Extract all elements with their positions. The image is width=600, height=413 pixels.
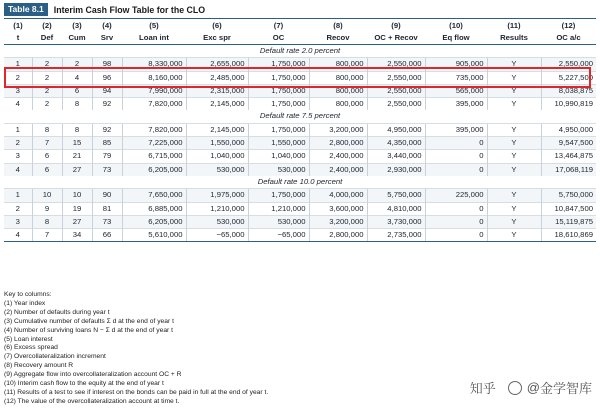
table-cell: 6,205,000 [122, 163, 186, 176]
section-row [4, 110, 596, 123]
table-title-bar [4, 3, 205, 16]
table-cell: 34 [62, 229, 92, 242]
table-cell: 79 [92, 150, 122, 163]
column-header: OC [248, 31, 309, 45]
table-cell: 2,145,000 [186, 123, 248, 136]
table-cell: 27 [62, 163, 92, 176]
table-cell: 0 [425, 150, 487, 163]
table-cell: 800,000 [309, 98, 367, 111]
column-header: OC + Recov [367, 31, 425, 45]
table-cell: 8 [62, 98, 92, 111]
table-cell: 10,990,819 [541, 98, 596, 111]
section-label: Default rate 7.5 percent [4, 110, 596, 123]
table-cell: 395,000 [425, 98, 487, 111]
table-cell: 73 [92, 215, 122, 228]
column-number: (9) [391, 21, 401, 30]
table-cell: 1,550,000 [186, 137, 248, 150]
table-cell: 2 [4, 202, 32, 215]
table-cell: 3,600,000 [309, 202, 367, 215]
table-cell: 0 [425, 202, 487, 215]
table-row [4, 98, 596, 111]
table-label: Table 8.1 [4, 3, 48, 16]
table-cell: 0 [425, 163, 487, 176]
table-cell: −65,000 [186, 229, 248, 242]
column-header: Loan int [122, 31, 186, 45]
table-cell: 800,000 [309, 84, 367, 97]
table-cell: Y [487, 150, 541, 163]
table-cell: 2,550,000 [367, 98, 425, 111]
table-cell: 2,550,000 [367, 58, 425, 71]
table-cell: 7,650,000 [122, 189, 186, 202]
table-cell: 98 [92, 58, 122, 71]
table-cell: −65,000 [248, 229, 309, 242]
table-cell: Y [487, 215, 541, 228]
table-cell: 225,000 [425, 189, 487, 202]
table-cell: Y [487, 189, 541, 202]
table-cell: 3 [4, 215, 32, 228]
table-cell: 1,550,000 [248, 137, 309, 150]
table-cell: 8 [32, 215, 62, 228]
table-cell: 1 [4, 58, 32, 71]
table-cell: 4,950,000 [367, 123, 425, 136]
table-cell: 0 [425, 215, 487, 228]
table-row [4, 163, 596, 176]
table-cell: 8 [32, 123, 62, 136]
column-header: Srv [92, 31, 122, 45]
table-cell: 8,038,875 [541, 84, 596, 97]
key-line: (7) Overcollateralization increment [4, 353, 106, 361]
table-row [4, 150, 596, 163]
table-cell: 2,655,000 [186, 58, 248, 71]
table-cell: Y [487, 84, 541, 97]
table-row [4, 137, 596, 150]
table-cell: 6 [32, 163, 62, 176]
table-cell: 9,547,500 [541, 137, 596, 150]
table-cell: Y [487, 163, 541, 176]
table-cell: 85 [92, 137, 122, 150]
table-cell: 7,225,000 [122, 137, 186, 150]
table-cell: 905,000 [425, 58, 487, 71]
column-header: Results [487, 31, 541, 45]
column-header: Def [32, 31, 62, 45]
table-cell: 10 [32, 189, 62, 202]
column-header: OC a/c [541, 31, 596, 45]
table-row [4, 229, 596, 242]
watermark-at: @ [526, 380, 540, 395]
table-cell: 13,464,875 [541, 150, 596, 163]
table-cell: 2 [32, 58, 62, 71]
table-cell: 6 [32, 150, 62, 163]
column-number: (6) [212, 21, 222, 30]
table-cell: Y [487, 71, 541, 84]
section-row [4, 176, 596, 189]
table-row [4, 202, 596, 215]
table-cell: 1,750,000 [248, 98, 309, 111]
table-cell: 1 [4, 189, 32, 202]
column-key [4, 291, 474, 407]
column-header: t [4, 31, 32, 45]
table-cell: 735,000 [425, 71, 487, 84]
section-label: Default rate 10.0 percent [4, 176, 596, 189]
table-cell: 2 [4, 137, 32, 150]
table-cell: 5,610,000 [122, 229, 186, 242]
watermark-author: 金学智库 [539, 381, 592, 396]
key-line: (11) Results of a test to see if interest on the bonds can be paid in full at the end of year t. [4, 388, 269, 396]
column-number: (1) [13, 21, 23, 30]
table-cell: 92 [92, 123, 122, 136]
key-line: (5) Loan interest [4, 335, 53, 343]
column-header: Cum [62, 31, 92, 45]
table-cell: 27 [62, 215, 92, 228]
table-cell: 395,000 [425, 123, 487, 136]
table-cell: 2,550,000 [367, 71, 425, 84]
table-row [4, 215, 596, 228]
table-cell: 2,800,000 [309, 229, 367, 242]
table-cell: 1,975,000 [186, 189, 248, 202]
column-number: (4) [102, 21, 112, 30]
table-cell: 1,750,000 [248, 189, 309, 202]
key-line: (3) Cumulative number of defaults Σ d at the end of year t [4, 317, 174, 325]
table-cell: 5,227,500 [541, 71, 596, 84]
table-title: Interim Cash Flow Table for the CLO [53, 4, 206, 15]
table-cell: 565,000 [425, 84, 487, 97]
table-cell: 2 [4, 71, 32, 84]
table-cell: Y [487, 58, 541, 71]
column-number: (7) [273, 21, 284, 30]
table-cell: 2,485,000 [186, 71, 248, 84]
table-cell: 7,820,000 [122, 98, 186, 111]
table-cell: 6,885,000 [122, 202, 186, 215]
table-cell: 7 [32, 229, 62, 242]
table-cell: 18,610,869 [541, 229, 596, 242]
table-cell: 1,750,000 [248, 58, 309, 71]
table-cell: 81 [92, 202, 122, 215]
table-cell: 96 [92, 71, 122, 84]
column-label-row [4, 31, 596, 45]
table-cell: 4,000,000 [309, 189, 367, 202]
section-row [4, 45, 596, 58]
key-line: (10) Interim cash flow to the equity at the end of year t [4, 380, 164, 388]
column-header: Eq flow [425, 31, 487, 45]
table-cell: 3 [4, 150, 32, 163]
table-cell: 15 [62, 137, 92, 150]
table-cell: 94 [92, 84, 122, 97]
key-lines [4, 300, 474, 407]
table-cell: 7,820,000 [122, 123, 186, 136]
table-cell: Y [487, 202, 541, 215]
table-cell: 530,000 [186, 215, 248, 228]
column-number: (11) [507, 21, 521, 30]
highlight-box [4, 67, 591, 88]
table-cell: 2 [32, 98, 62, 111]
table-cell: 6,205,000 [122, 215, 186, 228]
table-cell: 9 [32, 202, 62, 215]
table-cell: 4,350,000 [367, 137, 425, 150]
table-cell: 530,000 [186, 163, 248, 176]
key-line: (2) Number of defaults during year t [4, 308, 110, 316]
table-cell: 1 [4, 123, 32, 136]
table-cell: 2,550,000 [367, 84, 425, 97]
column-number: (12) [561, 21, 576, 30]
table-cell: 1,040,000 [248, 150, 309, 163]
table-cell: 2,735,000 [367, 229, 425, 242]
table-cell: 530,000 [248, 163, 309, 176]
table-cell: 2,400,000 [309, 150, 367, 163]
key-line: (6) Excess spread [4, 344, 58, 352]
column-number: (2) [42, 21, 52, 30]
table-body [4, 20, 596, 242]
table-cell: Y [487, 137, 541, 150]
table-cell: 8,330,000 [122, 58, 186, 71]
table-cell: 4 [4, 229, 32, 242]
key-line: (8) Recovery amount R [4, 362, 74, 370]
table-cell: 3,200,000 [309, 123, 367, 136]
table-cell: 0 [425, 229, 487, 242]
table-cell: 4 [62, 71, 92, 84]
table-row [4, 189, 596, 202]
column-number-row [4, 20, 596, 31]
table-cell: 90 [92, 189, 122, 202]
section-label: Default rate 2.0 percent [4, 45, 596, 58]
table-cell: 1,750,000 [248, 84, 309, 97]
table-cell: Y [487, 98, 541, 111]
column-header: Exc spr [186, 31, 248, 45]
table-cell: 5,750,000 [367, 189, 425, 202]
table-cell: 4 [4, 163, 32, 176]
key-line: (1) Year index [4, 299, 46, 307]
table-cell: 2,315,000 [186, 84, 248, 97]
table-cell: 15,119,875 [541, 215, 596, 228]
table-cell: 8,160,000 [122, 71, 186, 84]
table-cell: 4,810,000 [367, 202, 425, 215]
table-cell: 1,040,000 [186, 150, 248, 163]
table-cell: 2 [62, 58, 92, 71]
table-cell: 0 [425, 137, 487, 150]
table-cell: 3,730,000 [367, 215, 425, 228]
table-cell: 92 [92, 98, 122, 111]
table-cell: 5,750,000 [541, 189, 596, 202]
table-cell: 2 [32, 84, 62, 97]
table-cell: 530,000 [248, 215, 309, 228]
column-number: (5) [149, 21, 159, 30]
table-cell: 73 [92, 163, 122, 176]
table-cell: 8 [62, 123, 92, 136]
table-cell: 2,930,000 [367, 163, 425, 176]
table-cell: 4 [4, 98, 32, 111]
table-cell: 1,750,000 [248, 71, 309, 84]
table-cell: 10,847,500 [541, 202, 596, 215]
table-cell: 2 [32, 71, 62, 84]
watermark [470, 378, 592, 397]
zhihu-logo-icon [508, 381, 522, 395]
table-cell: 10 [62, 189, 92, 202]
column-number: (3) [72, 21, 82, 30]
table-cell: 19 [62, 202, 92, 215]
watermark-site: 知乎 [469, 381, 496, 396]
table-cell: 6,715,000 [122, 150, 186, 163]
column-number: (10) [449, 21, 463, 30]
table-cell: 6 [62, 84, 92, 97]
table-cell: 2,550,000 [541, 58, 596, 71]
key-line: (4) Number of surviving loans N − Σ d at the end of year t [4, 326, 173, 334]
table-cell: 4,950,000 [541, 123, 596, 136]
table-cell: 2,400,000 [309, 163, 367, 176]
table-cell: 3 [4, 84, 32, 97]
table-cell: Y [487, 123, 541, 136]
top-rule [4, 18, 596, 19]
column-number: (8) [333, 21, 343, 30]
table-cell: 2,800,000 [309, 137, 367, 150]
column-header: Recov [309, 31, 367, 45]
table-cell: 3,440,000 [367, 150, 425, 163]
key-line: (9) Aggregate flow into overcollateralization account OC + R [4, 371, 182, 379]
table-cell: 1,210,000 [248, 202, 309, 215]
table-cell: 800,000 [309, 71, 367, 84]
table-cell: 800,000 [309, 58, 367, 71]
table-cell: 17,068,119 [541, 163, 596, 176]
key-line: (12) The value of the overcollateralization account at time t. [4, 397, 180, 405]
table-cell: 1,750,000 [248, 123, 309, 136]
table-cell: 2,145,000 [186, 98, 248, 111]
cash-flow-table [4, 20, 596, 242]
table-cell: 21 [62, 150, 92, 163]
table-cell: 3,200,000 [309, 215, 367, 228]
table-cell: 1,210,000 [186, 202, 248, 215]
key-title: Key to columns: [4, 291, 52, 298]
table-cell: 7,990,000 [122, 84, 186, 97]
table-cell: 66 [92, 229, 122, 242]
table-cell: Y [487, 229, 541, 242]
table-cell: 7 [32, 137, 62, 150]
table-row [4, 123, 596, 136]
